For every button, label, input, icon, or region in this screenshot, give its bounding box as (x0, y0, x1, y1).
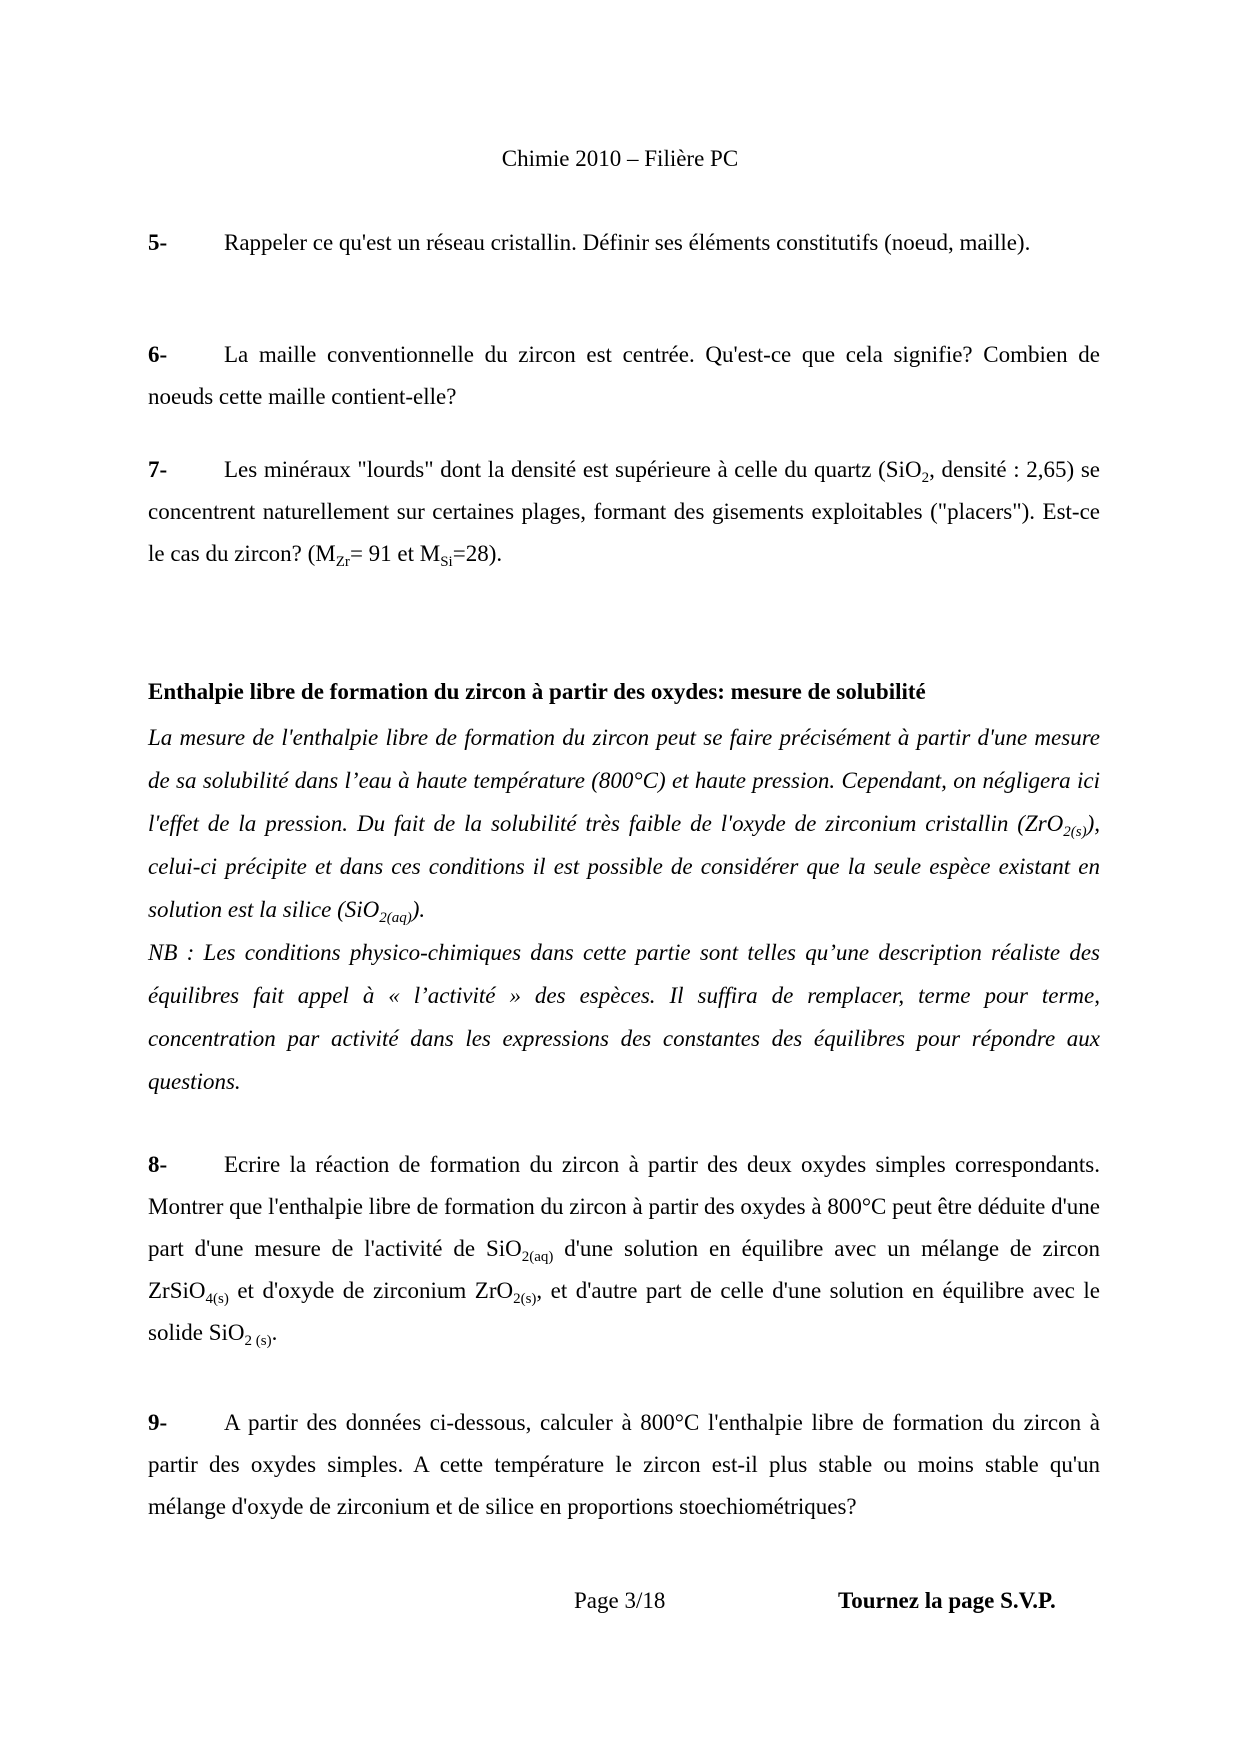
question-text: , et d'autre part de celle d'une solution en équilibre avec le solide SiO (148, 1278, 1100, 1345)
question-text: , densité : 2,65) se concentrent naturellement sur certaines plages, formant des gisements exploitables ("placers"). Est-ce le cas du zircon? (M (148, 457, 1100, 566)
subscript: 2(aq) (521, 1249, 554, 1265)
page-header: Chimie 2010 – Filière PC (501, 146, 739, 171)
question-6 (148, 334, 1100, 418)
question-text: A partir des données ci-dessous, calculer à 800°C l'enthalpie libre de formation du zircon à partir des oxydes simples. A cette température le zircon est-il plus stable ou moins stable qu'un mélange d'oxyde de zirconium et de silice en proportions stoechiométriques? (148, 1410, 1100, 1519)
section-intro (148, 716, 1100, 1103)
question-number: 9- (148, 1410, 168, 1435)
question-9 (148, 1402, 1100, 1528)
subscript: Si (440, 554, 453, 570)
question-text: d'une solution en équilibre avec un mélange de zircon ZrSiO (148, 1236, 1100, 1303)
section-heading: Enthalpie libre de formation du zircon à partir des oxydes: mesure de solubilité (148, 679, 926, 704)
question-number: 6- (148, 342, 168, 367)
subscript: 2(s) (1063, 824, 1087, 840)
question-number: 7- (148, 457, 168, 482)
subscript: 2(s) (513, 1291, 537, 1307)
question-text: = 91 et M (349, 541, 441, 566)
question-text: Ecrire la réaction de formation du zircon à partir des deux oxydes simples correspondants. Montrer que l'enthalpie libre de formation du zircon à partir des oxydes à 800°C peut être déduite d'une part d'une mesure de l'activité de SiO (148, 1152, 1100, 1261)
question-text: et d'oxyde de zirconium ZrO (228, 1278, 514, 1303)
subscript: Zr (335, 554, 350, 570)
subscript: 2 (s) (244, 1333, 272, 1349)
intro-text: La mesure de l'enthalpie libre de formation du zircon peut se faire précisément à partir d'une mesure de sa solubilité dans l’eau à haute température (800°C) et haute pression. Cependant, on négligera ici l'effet de la pression. Du fait de la solubilité très faible de l'oxyde de zirconium cristallin (ZrO (148, 725, 1100, 836)
intro-text: ). (411, 897, 426, 922)
question-text: La maille conventionnelle du zircon est centrée. Qu'est-ce que cela signifie? Combien de noeuds cette maille contient-elle? (148, 342, 1100, 409)
question-number: 5- (148, 230, 168, 255)
intro-text: ), celui-ci précipite et dans ces conditions il est possible de considérer que la seule espèce existant en solution est la silice (SiO (148, 811, 1100, 922)
turn-page-note: Tournez la page S.V.P. (838, 1588, 1056, 1613)
subscript: 4(s) (205, 1291, 229, 1307)
page-number: Page 3/18 (574, 1588, 666, 1613)
nb-note: NB : Les conditions physico-chimiques dans cette partie sont telles qu’une description réaliste des équilibres fait appel à « l’activité » des espèces. Il suffira de remplacer, terme pour terme, concentration par activité dans les expressions des constantes des équilibres pour répondre aux questions. (148, 940, 1100, 1094)
question-text: Les minéraux "lourds" dont la densité est supérieure à celle du quartz (SiO (224, 457, 922, 482)
subscript: 2 (921, 470, 930, 486)
question-number: 8- (148, 1152, 168, 1177)
question-7 (148, 449, 1100, 575)
question-text: Rappeler ce qu'est un réseau cristallin. Définir ses éléments constitutifs (noeud, maille). (224, 230, 1031, 255)
subscript: 2(aq) (379, 910, 412, 926)
question-5 (148, 222, 1100, 264)
question-8 (148, 1144, 1100, 1354)
question-text: . (271, 1320, 278, 1345)
question-text: =28). (452, 541, 503, 566)
section-title (148, 672, 1100, 712)
